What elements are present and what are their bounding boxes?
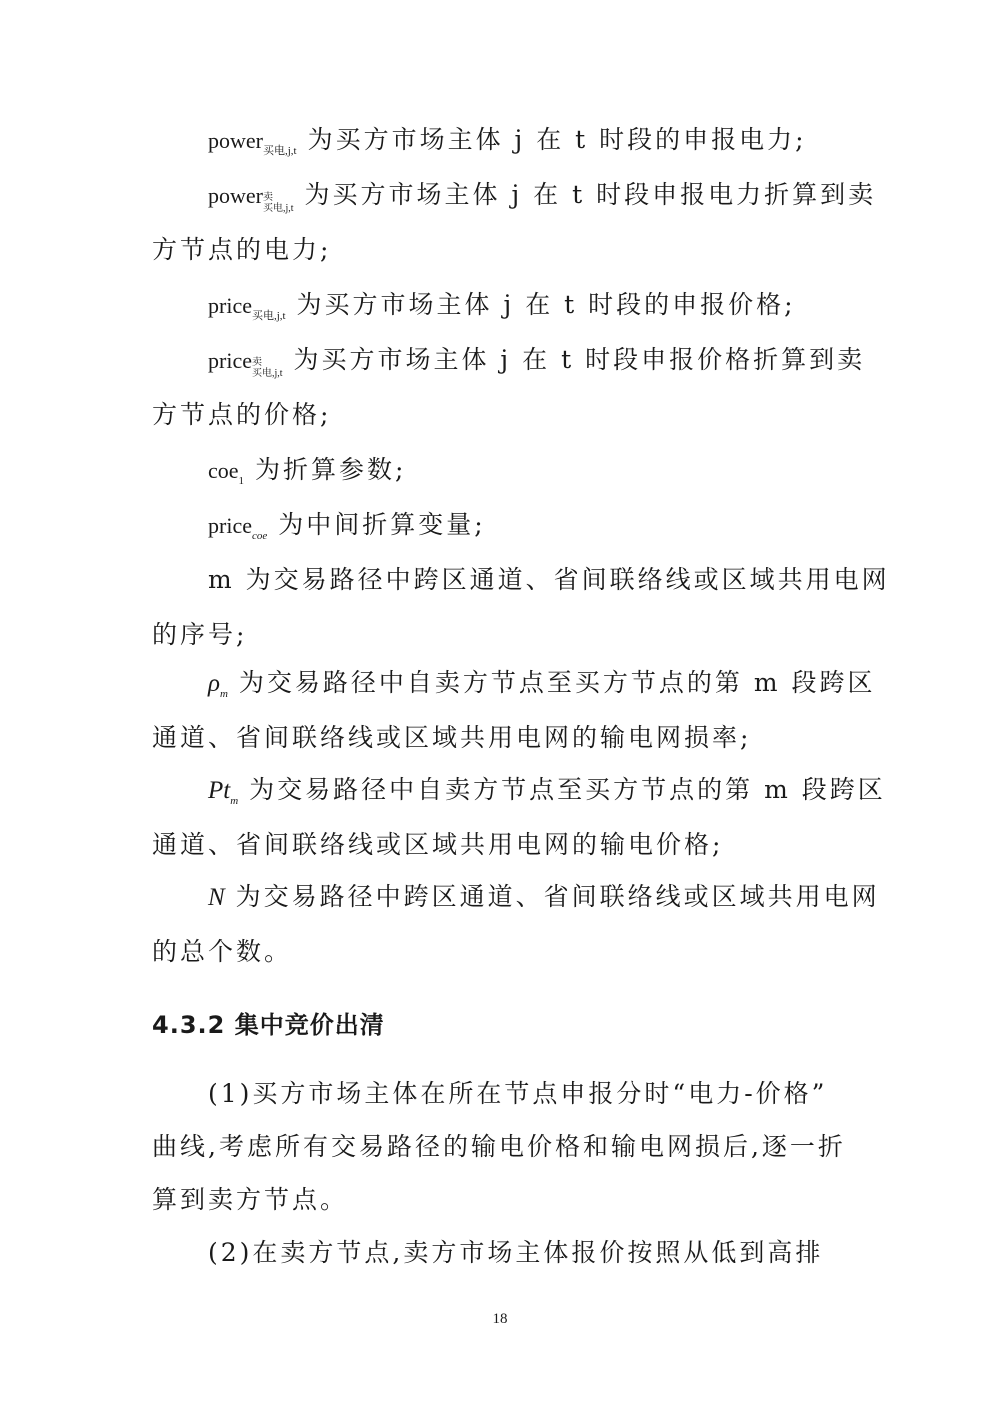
body-line: 方节点的价格; [152,400,332,429]
section-number: 4.3.2 [152,1011,226,1039]
var-symbol: price [208,348,252,373]
definition-text: 为买方市场主体 j 在 t 时段的申报电力; [307,125,807,154]
body-line: 算到卖方节点。 [152,1185,349,1214]
def-n [208,880,880,915]
var-symbol: price [208,293,252,318]
var-sup-sub [263,192,294,214]
definition-text: 为交易路径中跨区通道、省间联络线或区域共用电网 [235,882,880,911]
var-subscript: 买电,j,t [262,145,297,157]
body-line: 的序号; [152,620,248,649]
var-symbol: coe [208,458,239,483]
body-line: (1)买方市场主体在所在节点申报分时“电力-价格” [208,1079,828,1108]
var-symbol: power [208,128,263,153]
definition-text: 为买方市场主体 j 在 t 时段申报电力折算到卖 [304,180,877,209]
def-price-coe [208,508,848,553]
page-number: 18 [492,1311,508,1327]
body-line: 曲线,考虑所有交易路径的输电价格和输电网损后,逐一折 [152,1132,846,1161]
var-subscript: m [220,688,228,700]
section-heading [152,1008,385,1042]
var-subscript: coe [251,530,268,542]
var-symbol: power [208,183,263,208]
var-symbol: Pt [208,777,231,804]
var-subscript: 买电,j,t [251,368,283,379]
def-power-buy [208,123,848,168]
var-subscript: m [230,795,239,807]
var-subscript: 1 [238,475,245,487]
def-price-converted [208,343,866,379]
var-symbol: price [208,513,252,538]
var-superscript: 卖 [251,357,262,368]
body-line: m 为交易路径中跨区通道、省间联络线或区域共用电网 [208,565,890,594]
var-superscript: 卖 [262,192,273,203]
definition-text: 为中间折算变量; [278,510,486,539]
body-line: (2)在卖方节点,卖方市场主体报价按照从低到高排 [208,1238,824,1267]
var-symbol: ρ [208,670,220,697]
definition-text: 为交易路径中自卖方节点至买方节点的第 m 段跨区 [238,668,876,697]
var-sup-sub [252,357,283,379]
body-line: 的总个数。 [152,937,293,966]
var-subscript: 买电,j,t [251,310,286,322]
body-line: 方节点的电力; [152,235,332,264]
def-rho [208,666,876,711]
definition-text: 为买方市场主体 j 在 t 时段申报价格折算到卖 [293,345,866,374]
var-subscript: 买电,j,t [262,203,294,214]
var-symbol: N [208,884,225,911]
definition-text: 为交易路径中自卖方节点至买方节点的第 m 段跨区 [249,775,886,804]
body-line: 通道、省间联络线或区域共用电网的输电价格; [152,830,724,859]
def-pt [208,773,886,818]
definition-text: 为折算参数; [254,455,407,484]
def-power-converted [208,178,877,214]
def-coe [208,453,848,498]
def-price-buy [208,288,848,333]
definition-text: 为买方市场主体 j 在 t 时段的申报价格; [296,290,796,319]
body-line: 通道、省间联络线或区域共用电网的输电网损率; [152,723,752,752]
section-title: 集中竞价出清 [234,1011,385,1039]
